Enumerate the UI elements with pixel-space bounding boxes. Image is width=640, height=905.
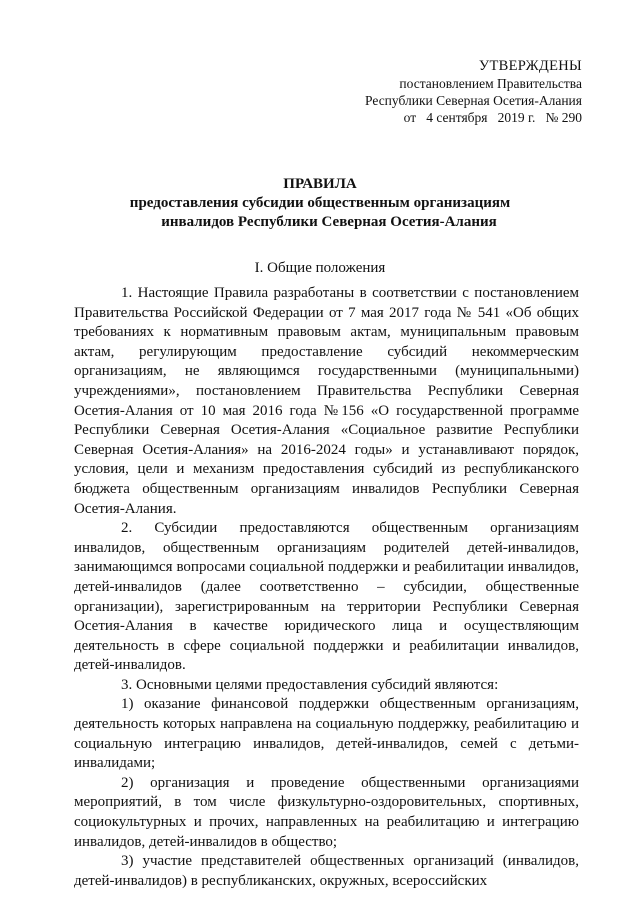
paragraph-1: 1. Настоящие Правила разработаны в соответствии с постановлением Правительства Российской Федерации от 7 мая 2017 года № 541 «Об общих требованиях к нормативным правовым актам, муниципальным правовым актам, регулирующим предоставление субсидий некоммерческим организациям, не являющимся государственными (муниципальными) учреждениями», постановлением Правительства Республики Северная Осетия-Алания от 10 мая 2016 года №156 «О государственной программе Республики Северная Осетия-Алания «Социальное развитие Республики Северная Осетия-Алания» на 2016-2024 годы» и устанавливают порядок, условия, цели и механизм предоставления субсидий из республиканского бюджета общественным организациям инвалидов Республики Северная Осетия-Алания.: [74, 285, 579, 517]
title-main: ПРАВИЛА: [283, 176, 357, 192]
approval-line-2: Республики Северная Осетия-Алания: [365, 93, 582, 108]
document-title: [0, 175, 640, 232]
title-subtitle-line-2: инвалидов Республики Северная Осетия-Алания: [161, 214, 497, 230]
paragraph-2: 2. Субсидии предоставляются общественным организациям инвалидов, общественным организациям родителей детей-инвалидов, занимающимся вопросами социальной поддержки и реабилитации инвалидов, детей-инвалидов (далее соответственно – субсидии, общественные организации), зарегистрированным на территории Республики Северная Осетия-Алания в качестве юридического лица и осуществляющим деятельность в сфере социальной поддержки и реабилитации инвалидов, детей-инвалидов.: [74, 520, 579, 674]
approval-heading: УТВЕРЖДЕНЫ: [478, 58, 582, 74]
approval-line-1: постановлением Правительства: [399, 76, 582, 91]
title-subtitle-line-1: предоставления субсидии общественным организациям: [129, 195, 511, 211]
document-body: [74, 284, 579, 891]
paragraph-3: 3. Основными целями предоставления субсидий являются:: [121, 676, 499, 693]
section-heading: I. Общие положения: [254, 260, 386, 276]
paragraph-3-item-2: 2) организация и проведение общественными организациями мероприятий, в том числе физкультурно-оздоровительных, спортивных, социокультурных и прочих, направленных на реабилитацию и интеграцию инвалидов, детей-инвалидов в общество;: [74, 774, 579, 850]
paragraph-3-item-1: 1) оказание финансовой поддержки общественным организациям, деятельность которых направлена на социальную поддержку, реабилитацию и социальную интеграцию инвалидов, детей-инвалидов, семей с детьми-инвалидами;: [74, 696, 579, 772]
paragraph-3-item-3: 3) участие представителей общественных организаций (инвалидов, детей-инвалидов) в республиканских, окружных, всероссийских: [74, 853, 579, 889]
approval-line-3: от 4 сентября 2019 г. № 290: [403, 110, 582, 125]
approval-stamp: [365, 58, 582, 126]
